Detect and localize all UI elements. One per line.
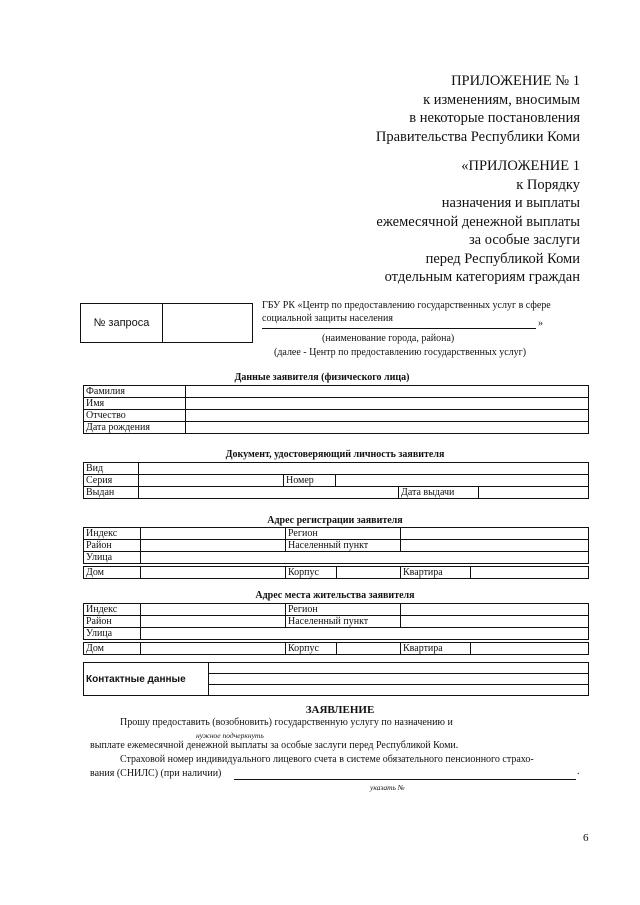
birth-date-field[interactable] bbox=[186, 422, 589, 434]
request-number-field[interactable] bbox=[163, 304, 253, 343]
res-house-field[interactable] bbox=[141, 643, 286, 655]
residence-address-table bbox=[83, 603, 589, 640]
registration-address-table bbox=[83, 527, 589, 564]
table-row bbox=[84, 398, 589, 410]
table-row bbox=[84, 616, 589, 628]
procedure-line: к Порядку bbox=[516, 176, 580, 193]
underline-hint: нужное подчеркнуть bbox=[196, 731, 264, 740]
reg-building-field[interactable] bbox=[337, 567, 401, 579]
reg-house-label: Дом bbox=[84, 567, 141, 579]
table-row bbox=[84, 604, 589, 616]
identity-doc-table bbox=[83, 462, 589, 499]
res-street-label: Улица bbox=[84, 628, 141, 640]
issued-by-label: Выдан bbox=[84, 487, 139, 499]
res-index-label: Индекс bbox=[84, 604, 141, 616]
contacts-label: Контактные данные bbox=[84, 663, 209, 696]
res-region-label: Регион bbox=[286, 604, 401, 616]
res-building-label: Корпус bbox=[286, 643, 337, 655]
name-field[interactable] bbox=[186, 398, 589, 410]
snils-input-line[interactable] bbox=[234, 779, 576, 780]
city-district-hint: (наименование города, района) bbox=[322, 333, 455, 344]
res-index-field[interactable] bbox=[141, 604, 286, 616]
res-building-field[interactable] bbox=[337, 643, 401, 655]
reg-street-field[interactable] bbox=[141, 552, 589, 564]
res-house-label: Дом bbox=[84, 643, 141, 655]
snils-hint: указать № bbox=[370, 783, 405, 792]
procedure-line: ежемесячной денежной выплаты bbox=[376, 213, 580, 230]
page-number: 6 bbox=[583, 832, 589, 844]
table-row bbox=[84, 386, 589, 398]
applicant-section-title: Данные заявителя (физического лица) bbox=[234, 372, 410, 383]
contacts-field[interactable] bbox=[209, 674, 589, 685]
table-row bbox=[84, 628, 589, 640]
reg-index-label: Индекс bbox=[84, 528, 141, 540]
procedure-line: назначения и выплаты bbox=[441, 195, 580, 211]
center-name-line1: ГБУ РК «Центр по предоставлению государственных услуг в сфере bbox=[262, 300, 551, 311]
residence-section-title: Адрес места жительства заявителя bbox=[255, 590, 415, 601]
statement-line4-end: . bbox=[577, 766, 580, 777]
identity-doc-section-title: Документ, удостоверяющий личность заявителя bbox=[225, 449, 445, 460]
reg-region-field[interactable] bbox=[401, 528, 589, 540]
birth-date-label: Дата рождения bbox=[84, 422, 186, 434]
res-region-field[interactable] bbox=[401, 604, 589, 616]
surname-label: Фамилия bbox=[84, 386, 186, 398]
procedure-title: «ПРИЛОЖЕНИЕ 1 bbox=[461, 158, 580, 174]
reg-district-field[interactable] bbox=[141, 540, 286, 552]
appendix-header bbox=[376, 72, 580, 146]
patronymic-field[interactable] bbox=[186, 410, 589, 422]
table-row bbox=[84, 552, 589, 564]
reg-locality-label: Населенный пункт bbox=[286, 540, 401, 552]
contacts-field[interactable] bbox=[209, 685, 589, 696]
contacts-field[interactable] bbox=[209, 663, 589, 674]
res-apartment-field[interactable] bbox=[471, 643, 589, 655]
reg-house-field[interactable] bbox=[141, 567, 286, 579]
statement-title: ЗАЯВЛЕНИЕ bbox=[305, 704, 375, 716]
appendix-line: в некоторые постановления bbox=[409, 110, 580, 126]
table-row bbox=[84, 422, 589, 434]
appendix-line: Правительства Республики Коми bbox=[375, 128, 580, 145]
issue-date-field[interactable] bbox=[479, 487, 589, 499]
registration-section-title: Адрес регистрации заявителя bbox=[267, 515, 403, 526]
contacts-table bbox=[83, 662, 589, 696]
statement-line3: Страховой номер индивидуального лицевого счета в системе обязательного пенсионного страхо- bbox=[120, 754, 534, 765]
res-locality-label: Населенный пункт bbox=[286, 616, 401, 628]
appendix-line: к изменениям, вносимым bbox=[423, 91, 580, 108]
table-row bbox=[84, 540, 589, 552]
res-apartment-label: Квартира bbox=[401, 643, 471, 655]
table-row bbox=[84, 567, 589, 579]
series-label: Серия bbox=[84, 475, 139, 487]
doc-type-field[interactable] bbox=[139, 463, 589, 475]
appendix-title: ПРИЛОЖЕНИЕ № 1 bbox=[451, 73, 580, 89]
center-note: (далее - Центр по предоставлению государственных услуг) bbox=[274, 347, 527, 358]
reg-apartment-label: Квартира bbox=[401, 567, 471, 579]
reg-street-label: Улица bbox=[84, 552, 141, 564]
res-street-field[interactable] bbox=[141, 628, 589, 640]
table-row bbox=[84, 528, 589, 540]
reg-index-field[interactable] bbox=[141, 528, 286, 540]
surname-field[interactable] bbox=[186, 386, 589, 398]
table-row bbox=[84, 410, 589, 422]
table-row bbox=[84, 643, 589, 655]
procedure-line: перед Республикой Коми bbox=[425, 250, 580, 267]
number-field[interactable] bbox=[336, 475, 589, 487]
reg-locality-field[interactable] bbox=[401, 540, 589, 552]
residence-house-table bbox=[83, 642, 589, 655]
reg-building-label: Корпус bbox=[286, 567, 337, 579]
table-row bbox=[84, 475, 589, 487]
issue-date-label: Дата выдачи bbox=[399, 487, 479, 499]
procedure-line: отдельным категориям граждан bbox=[384, 269, 580, 285]
table-row bbox=[84, 463, 589, 475]
request-number-label: № запроса bbox=[81, 304, 163, 343]
city-district-input-line[interactable] bbox=[262, 328, 536, 329]
registration-house-table bbox=[83, 566, 589, 579]
statement-line1: Прошу предоставить (возобновить) государственную услугу по назначению и bbox=[120, 717, 453, 728]
res-district-label: Район bbox=[84, 616, 141, 628]
statement-line4: вания (СНИЛС) (при наличии) bbox=[90, 768, 222, 779]
procedure-header bbox=[376, 157, 580, 287]
table-row bbox=[84, 663, 589, 674]
reg-district-label: Район bbox=[84, 540, 141, 552]
patronymic-label: Отчество bbox=[84, 410, 186, 422]
request-number-box bbox=[80, 303, 253, 343]
closing-quote: » bbox=[538, 318, 543, 329]
res-locality-field[interactable] bbox=[401, 616, 589, 628]
res-district-field[interactable] bbox=[141, 616, 286, 628]
reg-region-label: Регион bbox=[286, 528, 401, 540]
procedure-line: за особые заслуги bbox=[468, 232, 580, 248]
applicant-table bbox=[83, 385, 589, 434]
statement-line2: выплате ежемесячной денежной выплаты за особые заслуги перед Республикой Коми. bbox=[90, 740, 459, 751]
doc-type-label: Вид bbox=[84, 463, 139, 475]
table-row bbox=[84, 487, 589, 499]
series-field[interactable] bbox=[139, 475, 284, 487]
issued-by-field[interactable] bbox=[139, 487, 399, 499]
center-name-line2: социальной защиты населения bbox=[262, 313, 393, 324]
reg-apartment-field[interactable] bbox=[471, 567, 589, 579]
number-label: Номер bbox=[284, 475, 336, 487]
name-label: Имя bbox=[84, 398, 186, 410]
